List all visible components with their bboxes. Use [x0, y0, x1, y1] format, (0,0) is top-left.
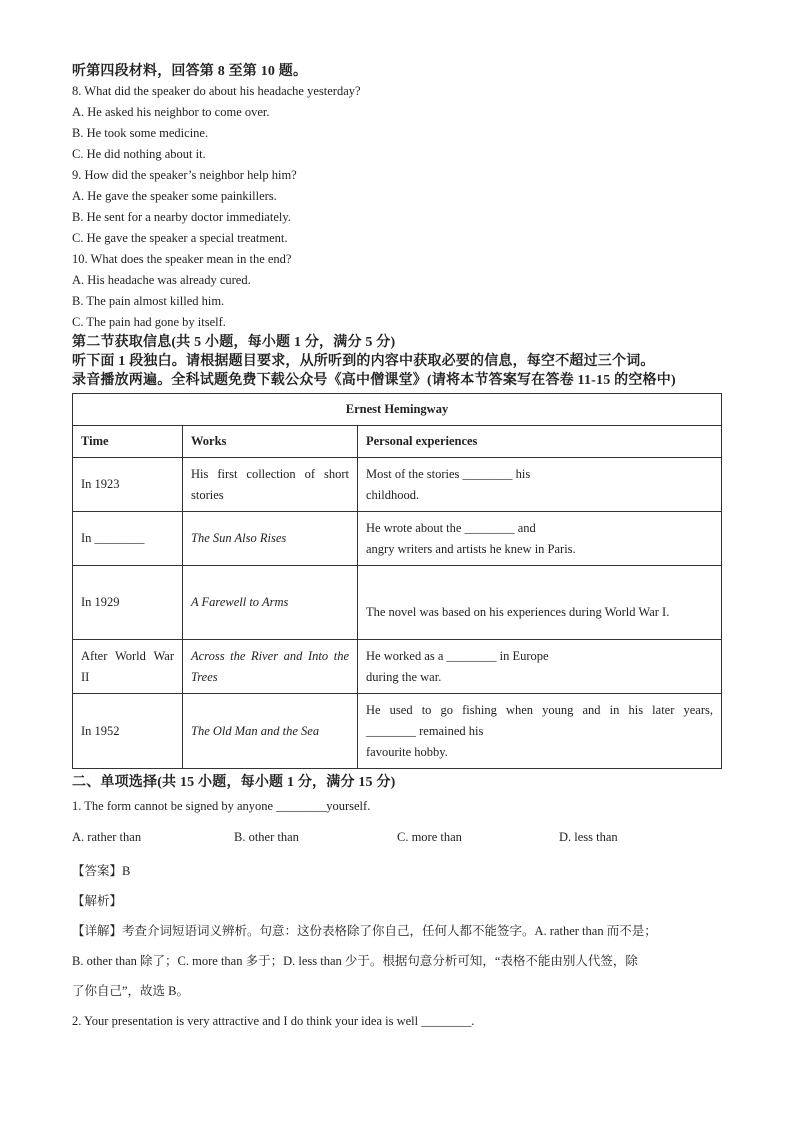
- header-experiences: Personal experiences: [358, 426, 722, 458]
- mc-options: [72, 827, 722, 848]
- works-cell: The Old Man and the Sea: [183, 694, 358, 769]
- experience-cell[interactable]: [358, 512, 722, 566]
- experience-line: Most of the stories ________ his: [366, 466, 531, 481]
- mc-question-2: 2. Your presentation is very attractive and I do think your idea is well ________.: [72, 1014, 475, 1028]
- table-row: [73, 640, 722, 694]
- answer-line: 【答案】B: [72, 864, 131, 878]
- header-time: Time: [73, 426, 183, 458]
- experience-line: ________ remained his: [366, 723, 484, 738]
- time-cell: In 1929: [73, 566, 183, 640]
- option-c[interactable]: C. He gave the speaker a special treatment.: [72, 231, 288, 245]
- detail-explanation: [72, 916, 722, 1006]
- experience-line: angry writers and artists he knew in Paris.: [366, 541, 576, 556]
- mc-question-1: 1. The form cannot be signed by anyone ________yourself.: [72, 799, 371, 813]
- works-cell: A Farewell to Arms: [183, 566, 358, 640]
- experience-line: favourite hobby.: [366, 744, 448, 759]
- section2-heading: 二、单项选择(共 15 小题，每小题 1 分，满分 15 分): [72, 775, 396, 790]
- option-b[interactable]: B. The pain almost killed him.: [72, 294, 225, 308]
- detail-line: B. other than 除了；C. more than 多于；D. less than 少于。根据句意分析可知，“表格不能由别人代签，除: [72, 954, 638, 968]
- detail-line: 【详解】考查介词短语词义辨析。句意：这份表格除了你自己，任何人都不能签字。A. rather than 而不是；: [72, 924, 657, 938]
- option-b[interactable]: B. He sent for a nearby doctor immediately.: [72, 210, 291, 224]
- question-text: 9. How did the speaker’s neighbor help him?: [72, 168, 297, 182]
- question-text: 10. What does the speaker mean in the end?: [72, 252, 292, 266]
- option-b[interactable]: B. He took some medicine.: [72, 126, 209, 140]
- option-a[interactable]: A. His headache was already cured.: [72, 273, 251, 287]
- experience-line: during the war.: [366, 669, 442, 684]
- experience-cell[interactable]: [358, 458, 722, 512]
- option-c[interactable]: C. more than: [397, 830, 462, 844]
- part2-heading: 第二节获取信息(共 5 小题，每小题 1 分，满分 5 分): [72, 335, 396, 350]
- experience-line: childhood.: [366, 487, 420, 502]
- detail-line: 了你自己”，故选 B。: [72, 984, 190, 998]
- part2-instruction: 录音播放两遍。全科试题免费下载公众号《高中僧课堂》(请将本节答案写在答卷 11-15 的空格中): [72, 373, 676, 388]
- works-cell: Across the River and Into the Trees: [183, 640, 358, 694]
- experience-cell: The novel was based on his experiences during World War I.: [358, 566, 722, 640]
- experience-cell[interactable]: [358, 640, 722, 694]
- experience-line: He used to go fishing when young and in his later years,: [366, 702, 713, 717]
- question-text: 8. What did the speaker do about his headache yesterday?: [72, 84, 361, 98]
- question-9: [72, 165, 722, 249]
- table-header-row: [73, 426, 722, 458]
- table-row: [73, 694, 722, 769]
- question-8: [72, 81, 722, 165]
- experience-line: He worked as a ________ in Europe: [366, 648, 549, 663]
- time-cell: In 1923: [73, 458, 183, 512]
- analysis-label: 【解析】: [72, 894, 123, 908]
- experience-line: He wrote about the ________ and: [366, 520, 536, 535]
- table-row: [73, 566, 722, 640]
- exam-page: [72, 60, 722, 1036]
- option-c[interactable]: C. He did nothing about it.: [72, 147, 206, 161]
- section4-heading: 听第四段材料，回答第 8 至第 10 题。: [72, 64, 308, 79]
- part2-instruction: 听下面 1 段独白。请根据题目要求，从所听到的内容中获取必要的信息，每空不超过三个词。: [72, 354, 655, 369]
- option-a[interactable]: A. rather than: [72, 830, 142, 844]
- time-cell[interactable]: In ________: [73, 512, 183, 566]
- time-cell: After World War II: [73, 640, 183, 694]
- option-c[interactable]: C. The pain had gone by itself.: [72, 315, 226, 329]
- table-title: Ernest Hemingway: [73, 394, 722, 426]
- header-works: Works: [183, 426, 358, 458]
- question-10: [72, 249, 722, 333]
- experience-cell[interactable]: [358, 694, 722, 769]
- table-row: [73, 458, 722, 512]
- option-d[interactable]: D. less than: [559, 830, 618, 844]
- works-cell: The Sun Also Rises: [183, 512, 358, 566]
- option-a[interactable]: A. He asked his neighbor to come over.: [72, 105, 270, 119]
- option-a[interactable]: A. He gave the speaker some painkillers.: [72, 189, 277, 203]
- hemingway-table: [72, 393, 722, 769]
- works-cell: His first collection of short stories: [183, 458, 358, 512]
- time-cell: In 1952: [73, 694, 183, 769]
- option-b[interactable]: B. other than: [234, 830, 299, 844]
- table-row: [73, 512, 722, 566]
